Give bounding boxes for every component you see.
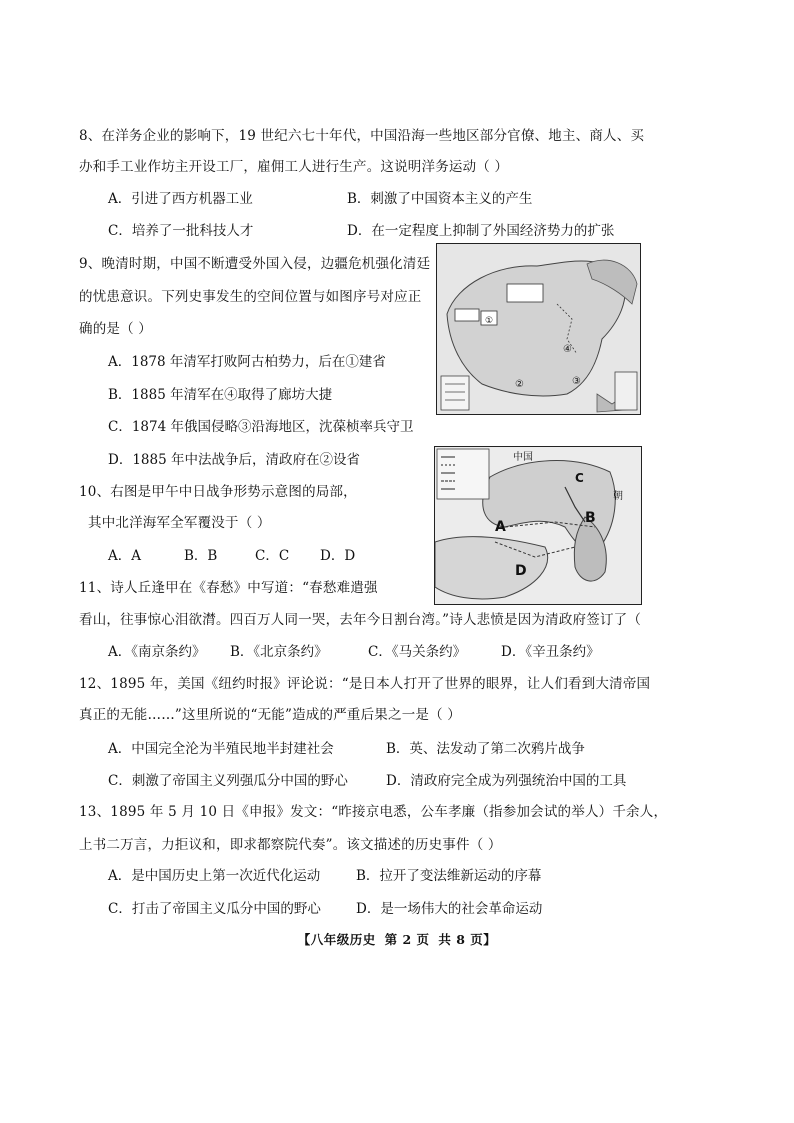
q9-option-d[interactable]: D．1885 年中法战争后，清政府在②设省	[108, 452, 360, 468]
q11-option-c[interactable]: C．《马关条约》	[368, 644, 467, 660]
q9-option-c[interactable]: C．1874 年俄国侵略③沿海地区，沈葆桢率兵守卫	[108, 419, 414, 435]
q13-option-c[interactable]: C．打击了帝国主义瓜分中国的野心	[108, 901, 321, 917]
map-label-2: ②	[515, 379, 524, 390]
q8-option-d[interactable]: D．在一定程度上抑制了外国经济势力的扩张	[347, 223, 615, 239]
q8-option-b[interactable]: B．刺激了中国资本主义的产生	[347, 191, 533, 207]
war-map-label-c: C	[575, 471, 584, 485]
q12-option-a[interactable]: A．中国完全沦为半殖民地半封建社会	[108, 741, 334, 757]
q11-option-a[interactable]: A．《南京条约》	[108, 644, 206, 660]
footer-subject: 【八年级历史	[297, 932, 376, 947]
q10-option-d[interactable]: D．D	[320, 548, 356, 564]
q8-option-c[interactable]: C．培养了一批科技人才	[108, 223, 254, 239]
q9-qing-map	[436, 243, 641, 415]
qing-map-graphic	[437, 244, 640, 414]
q10-option-a[interactable]: A．A	[108, 548, 141, 564]
q11-stem-line2: 看山，往事惊心泪欲潸。四百万人同一哭，去年今日割台湾。”诗人悲愤是因为清政府签订了（	[79, 612, 642, 628]
q8-stem-line1: 8、在洋务企业的影响下，19 世纪六七十年代，中国沿海一些地区部分官僚、地主、商人、买	[79, 128, 645, 144]
war-map-label-a: A	[495, 519, 506, 535]
war-map-graphic	[435, 447, 641, 604]
q10-war-map	[434, 446, 642, 605]
q11-option-b[interactable]: B．《北京条约》	[230, 644, 328, 660]
q8-stem-line2: 办和手工业作坊主开设工厂，雇佣工人进行生产。这说明洋务运动（ ）	[79, 159, 509, 175]
q10-option-c[interactable]: C．C	[255, 548, 290, 564]
q9-stem-line3: 确的是（ ）	[79, 321, 152, 337]
q10-option-b[interactable]: B．B	[184, 548, 218, 564]
q12-stem-line2: 真正的无能……”这里所说的“无能”造成的严重后果之一是（ ）	[79, 707, 461, 723]
war-map-label-b: B	[585, 510, 596, 526]
q11-stem-line1: 11、诗人丘逢甲在《春愁》中写道：“春愁难遣强	[79, 580, 378, 596]
map-label-1: ①	[485, 316, 494, 326]
q12-option-d[interactable]: D．清政府完全成为列强统治中国的工具	[386, 773, 627, 789]
q13-stem-line2: 上书二万言，力拒议和，即求都察院代奏”。该文描述的历史事件（ ）	[79, 837, 502, 853]
war-map-label-china: 中国	[513, 452, 533, 463]
q12-option-c[interactable]: C．刺激了帝国主义列强瓜分中国的野心	[108, 773, 348, 789]
q12-stem-line1: 12、1895 年，美国《纽约时报》评论说：“是日本人打开了世界的眼界，让人们看到大清帝国	[79, 676, 651, 692]
map-label-4: ④	[563, 344, 572, 355]
q9-option-a[interactable]: A．1878 年清军打败阿古柏势力，后在①建省	[108, 354, 386, 370]
page-footer	[0, 930, 794, 948]
map-label-3: ③	[572, 376, 581, 387]
footer-total-pages: 共 8 页】	[438, 932, 497, 947]
q13-option-d[interactable]: D．是一场伟大的社会革命运动	[356, 901, 543, 917]
q12-option-b[interactable]: B．英、法发动了第二次鸦片战争	[386, 741, 585, 757]
footer-page-number: 第 2 页	[384, 932, 430, 947]
q13-option-b[interactable]: B．拉开了变法维新运动的序幕	[356, 868, 542, 884]
q13-option-a[interactable]: A．是中国历史上第一次近代化运动	[108, 868, 321, 884]
war-map-label-d: D	[515, 563, 527, 579]
war-map-label-korea: 朝	[613, 491, 623, 502]
q9-option-b[interactable]: B．1885 年清军在④取得了廊坊大捷	[108, 387, 333, 403]
q10-stem-line2: 其中北洋海军全军覆没于（ ）	[88, 515, 271, 531]
q10-stem-line1: 10、右图是甲午中日战争形势示意图的局部，	[79, 484, 357, 500]
q8-option-a[interactable]: A．引进了西方机器工业	[108, 191, 253, 207]
q9-stem-line1: 9、晚清时期，中国不断遭受外国入侵，边疆危机强化清廷	[79, 256, 431, 272]
q9-stem-line2: 的忧患意识。下列史事发生的空间位置与如图序号对应正	[79, 289, 422, 305]
q13-stem-line1: 13、1895 年 5 月 10 日《申报》发文：“昨接京电悉，公车孝廉（指参加会试的举人）千余人，	[79, 804, 668, 820]
q11-option-d[interactable]: D．《辛丑条约》	[501, 644, 600, 660]
